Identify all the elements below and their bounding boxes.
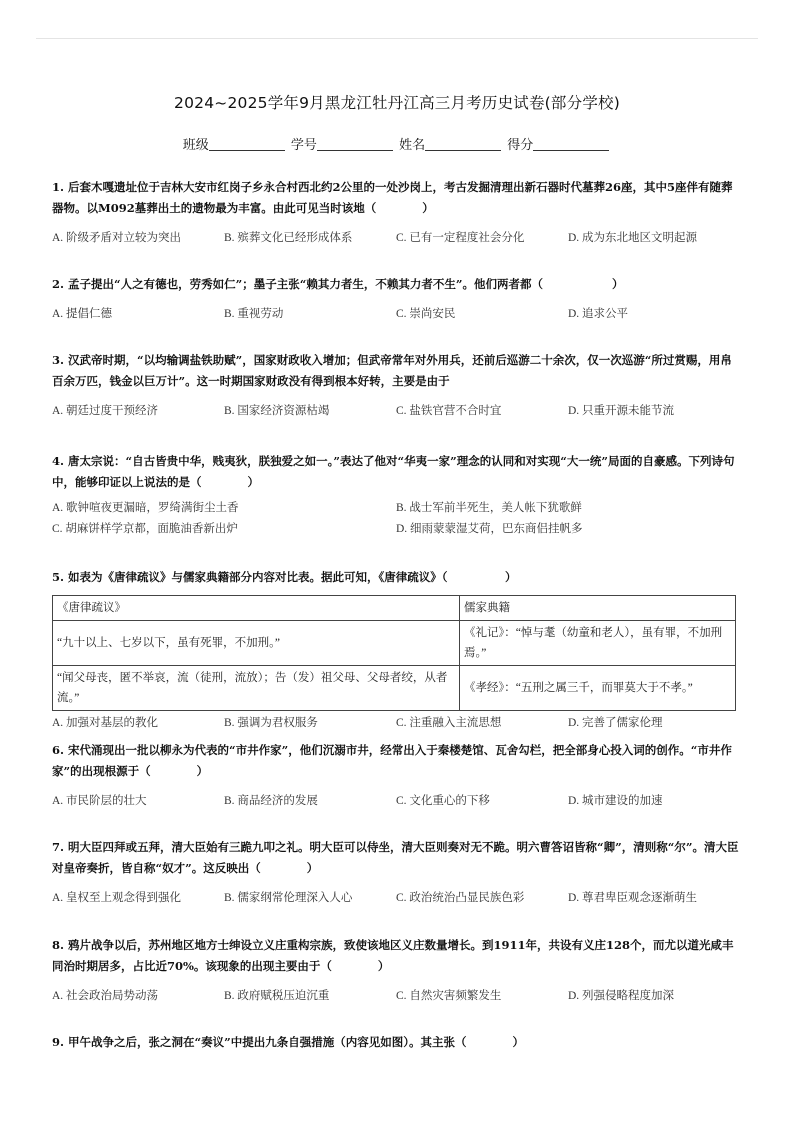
student-number-blank[interactable] xyxy=(317,138,393,151)
score-blank[interactable] xyxy=(533,138,609,151)
table-header-row xyxy=(53,596,736,621)
page-top-rule xyxy=(36,38,758,39)
table-cell: 《孝经》：“五刑之属三千，而罪莫大于不孝。” xyxy=(460,666,736,711)
option-c[interactable]: C. 文化重心的下移 xyxy=(396,795,490,807)
options-grid xyxy=(52,498,742,540)
table-cell: “闻父母丧，匿不举哀，流（徒刑，流放）；告（发）祖父母、父母者绞，从者流。” xyxy=(53,666,460,711)
option-d[interactable]: D. 列强侵略程度加深 xyxy=(568,990,675,1002)
option-b[interactable]: B. 强调为君权服务 xyxy=(224,717,318,729)
class-blank[interactable] xyxy=(209,138,285,151)
question-stem: 7. 明大臣四拜或五拜，清大臣始有三跪九叩之礼。明大臣可以侍坐，清大臣则奏对无不跪。明六曹答诏皆称“卿”，清则称“尔”。清大臣对皇帝奏折，皆自称“奴才”。这反映出（ ） xyxy=(52,840,739,875)
options-row xyxy=(52,791,742,812)
question-8 xyxy=(52,935,742,1007)
option-c[interactable]: C. 盐铁官营不合时宜 xyxy=(396,405,502,417)
student-number-label: 学号 xyxy=(290,138,317,153)
option-a[interactable]: A. 提倡仁德 xyxy=(52,308,113,320)
class-label: 班级 xyxy=(182,138,209,153)
score-field[interactable] xyxy=(507,134,611,153)
option-d[interactable]: D. 成为东北地区文明起源 xyxy=(568,232,698,244)
student-number-field[interactable] xyxy=(291,134,395,153)
option-c[interactable]: C. 政治统治凸显民族色彩 xyxy=(396,892,525,904)
question-5 xyxy=(52,567,742,734)
option-b[interactable]: B. 商品经济的发展 xyxy=(224,795,318,807)
question-2 xyxy=(52,274,742,325)
option-d[interactable]: D. 城市建设的加速 xyxy=(568,795,663,807)
question-stem: 5. 如表为《唐律疏议》与儒家典籍部分内容对比表。据此可知，《唐律疏议》（ ） xyxy=(52,570,517,584)
question-stem: 6. 宋代涌现出一批以柳永为代表的“市井作家”，他们沉溺市井，经常出入于秦楼楚馆、瓦舍勾栏，把全部身心投入词的创作。“市井作家”的出现根源于（ ） xyxy=(52,743,732,778)
options-row xyxy=(52,888,742,909)
name-label: 姓名 xyxy=(399,138,426,153)
table-row xyxy=(53,621,736,666)
table-header-cell: 《唐律疏议》 xyxy=(53,596,460,621)
option-d[interactable]: D. 追求公平 xyxy=(568,308,629,320)
option-a[interactable]: A. 社会政治局势动荡 xyxy=(52,990,159,1002)
option-b[interactable]: B. 殡葬文化已经形成体系 xyxy=(224,232,353,244)
score-label: 得分 xyxy=(507,138,534,153)
question-7 xyxy=(52,837,742,909)
option-d[interactable]: D. 完善了儒家伦理 xyxy=(568,717,663,729)
option-a[interactable]: A. 加强对基层的教化 xyxy=(52,717,159,729)
option-a[interactable]: A. 市民阶层的壮大 xyxy=(52,795,147,807)
options-row xyxy=(52,228,742,249)
option-b[interactable]: B. 战士军前半死生，美人帐下犹歌鲜 xyxy=(396,502,582,514)
table-row xyxy=(53,666,736,711)
question-6 xyxy=(52,740,742,812)
options-row xyxy=(52,713,742,734)
option-c[interactable]: C. 胡麻饼样学京都，面脆油香新出炉 xyxy=(52,523,238,535)
table-header-cell: 儒家典籍 xyxy=(460,596,736,621)
question-stem: 8. 鸦片战争以后，苏州地区地方士绅设立义庄重构宗族，致使该地区义庄数量增长。到1911年，共设有义庄128个，而尤以道光咸丰同治时期居多，占比近70%。该现象的出现主要由于（ ） xyxy=(52,938,734,973)
name-field[interactable] xyxy=(399,134,503,153)
option-b[interactable]: B. 儒家纲常伦理深入人心 xyxy=(224,892,353,904)
question-stem: 2. 孟子提出“人之有德也，劳秀如仁”；墨子主张“赖其力者生，不赖其力者不生”。他们两者都（ ） xyxy=(52,277,624,291)
option-c[interactable]: C. 崇尚安民 xyxy=(396,308,456,320)
exam-title: 2024~2025学年9月黑龙江牡丹江高三月考历史试卷(部分学校) xyxy=(174,94,620,112)
option-d[interactable]: D. 细雨蒙蒙湿艾荷，巴东商侣挂帆多 xyxy=(396,523,583,535)
question-3 xyxy=(52,350,742,422)
option-c[interactable]: C. 已有一定程度社会分化 xyxy=(396,232,525,244)
option-c[interactable]: C. 注重融入主流思想 xyxy=(396,717,502,729)
question-4 xyxy=(52,451,742,540)
option-a[interactable]: A. 朝廷过度干预经济 xyxy=(52,405,159,417)
class-field[interactable] xyxy=(183,134,287,153)
table-cell: “九十以上、七岁以下，虽有死罪，不加刑。” xyxy=(53,621,460,666)
question-stem: 1. 后套木嘎遗址位于吉林大安市红岗子乡永合村西北约2公里的一处沙岗上，考古发掘清理出新石器时代墓葬26座，其中5座伴有随葬器物。以M092墓葬出土的遗物最为丰富。由此可见当时该地（ ） xyxy=(52,180,733,215)
option-d[interactable]: D. 尊君卑臣观念逐渐萌生 xyxy=(568,892,698,904)
option-a[interactable]: A. 阶级矛盾对立较为突出 xyxy=(52,232,182,244)
question-1 xyxy=(52,177,742,249)
question-stem: 4. 唐太宗说：“自古皆贵中华，贱夷狄，朕独爱之如一。”表达了他对“华夷一家”理念的认同和对实现“大一统”局面的自豪感。下列诗句中，能够印证以上说法的是（ ） xyxy=(52,454,735,489)
question-9 xyxy=(52,1032,742,1053)
options-row xyxy=(52,986,742,1007)
name-blank[interactable] xyxy=(425,138,501,151)
option-b[interactable]: B. 重视劳动 xyxy=(224,308,284,320)
option-b[interactable]: B. 政府赋税压迫沉重 xyxy=(224,990,330,1002)
table-cell: 《礼记》：“悼与耄（幼童和老人），虽有罪，不加刑焉。” xyxy=(460,621,736,666)
options-row xyxy=(52,304,742,325)
option-a[interactable]: A. 皇权至上观念得到强化 xyxy=(52,892,182,904)
options-row xyxy=(52,401,742,422)
option-c[interactable]: C. 自然灾害频繁发生 xyxy=(396,990,502,1002)
option-a[interactable]: A. 歌钟喧夜更漏暗，罗绮满街尘土香 xyxy=(52,502,239,514)
comparison-table xyxy=(52,595,736,711)
question-stem: 3. 汉武帝时期，“以均输调盐铁助赋”，国家财政收入增加；但武帝常年对外用兵，还前后巡游二十余次，仅一次巡游“所过赏赐，用帛百余万匹，钱金以巨万计”。这一时期国家财政没有得到根本好转，主要是由于 xyxy=(52,353,732,388)
option-d[interactable]: D. 只重开源未能节流 xyxy=(568,405,675,417)
student-info-fields xyxy=(0,134,794,153)
option-b[interactable]: B. 国家经济资源枯竭 xyxy=(224,405,330,417)
question-stem: 9. 甲午战争之后，张之洞在“奏议”中提出九条自强措施（内容见如图）。其主张（ ） xyxy=(52,1035,524,1049)
